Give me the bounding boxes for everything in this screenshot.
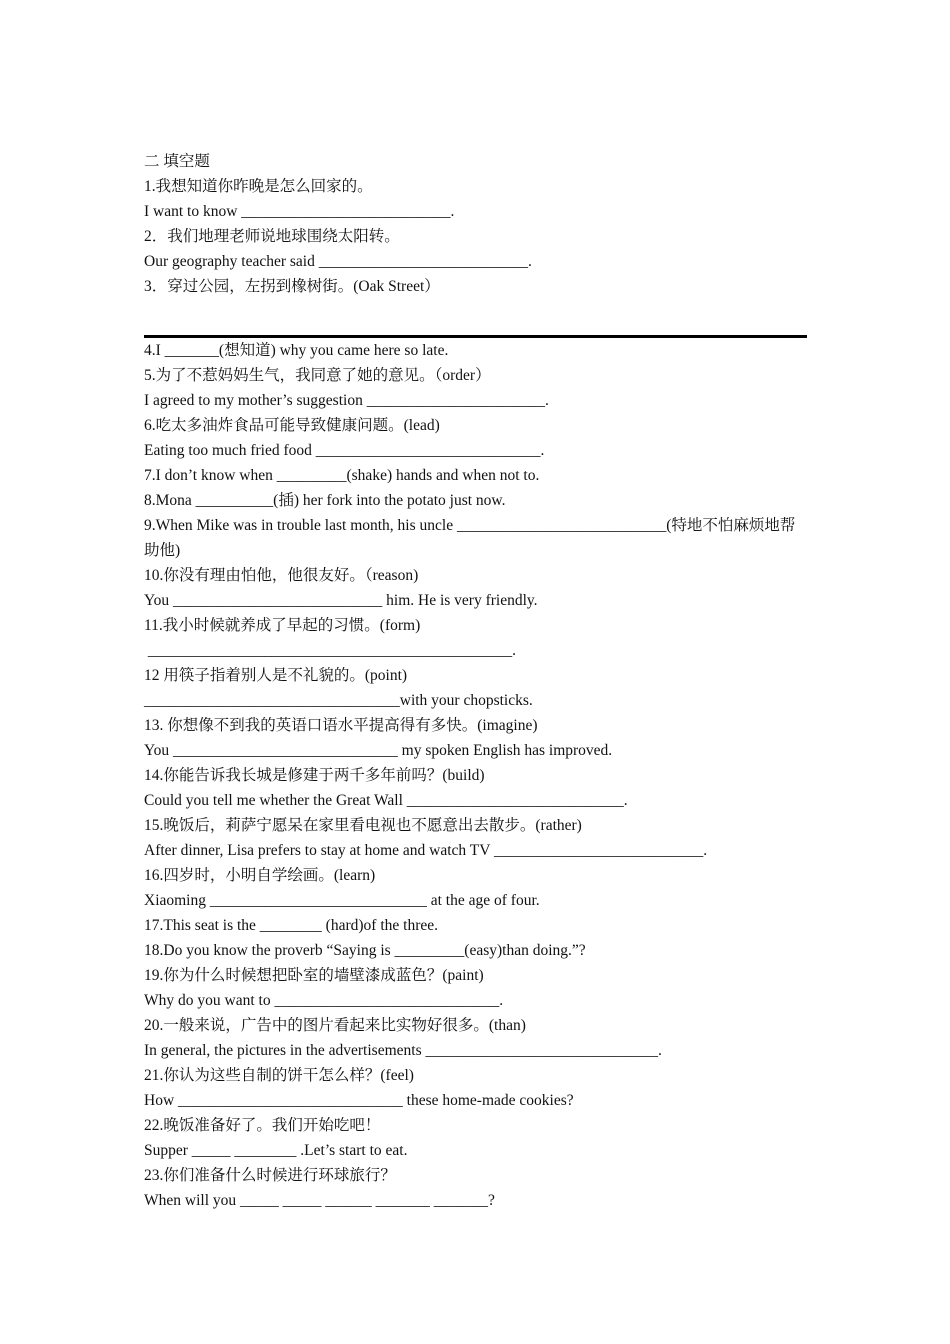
q5-chinese: 5.为了不惹妈妈生气，我同意了她的意见。（order）	[144, 367, 491, 384]
q21-chinese: 21.你认为这些自制的饼干怎么样？(feel)	[144, 1067, 414, 1084]
q13-english: You _____________________________ my spoken English has improved.	[144, 742, 613, 759]
q13-chinese: 13. 你想像不到我的英语口语水平提高得有多快。(imagine)	[144, 717, 538, 734]
q17: 17.This seat is the ________ (hard)of the three.	[144, 917, 438, 934]
q19-chinese: 19.你为什么时候想把卧室的墙壁漆成蓝色？(paint)	[144, 967, 484, 984]
q22-chinese: 22.晚饭准备好了。我们开始吃吧！	[144, 1117, 381, 1134]
q22-english: Supper _____ ________ .Let’s start to eat.	[144, 1142, 408, 1159]
q23-english: When will you _____ _____ ______ _______ _______?	[144, 1192, 495, 1209]
q1-chinese: 1.我想知道你昨晚是怎么回家的。	[144, 178, 373, 195]
q3-answer-area	[144, 299, 807, 338]
q2-chinese: 2．我们地理老师说地球围绕太阳转。	[144, 228, 400, 245]
q15-english: After dinner, Lisa prefers to stay at home and watch TV ___________________________.	[144, 842, 708, 859]
q12-chinese: 12 用筷子指着别人是不礼貌的。(point)	[144, 667, 408, 684]
q3-answer-line	[144, 335, 807, 338]
q18: 18.Do you know the proverb “Saying is _________(easy)than doing.”?	[144, 942, 586, 959]
section-title: 二 填空题	[144, 153, 210, 170]
q8: 8.Mona __________(插) her fork into the potato just now.	[144, 492, 506, 509]
q14-english: Could you tell me whether the Great Wall ____________________________.	[144, 792, 628, 809]
q4: 4.I _______(想知道) why you came here so late.	[144, 342, 449, 359]
q20-english: In general, the pictures in the advertisements ______________________________.	[144, 1042, 662, 1059]
worksheet-body	[144, 149, 807, 1213]
q15-chinese: 15.晚饭后，莉萨宁愿呆在家里看电视也不愿意出去散步。(rather)	[144, 817, 582, 834]
q23-chinese: 23.你们准备什么时候进行环球旅行？	[144, 1167, 396, 1184]
q6-chinese: 6.吃太多油炸食品可能导致健康问题。(lead)	[144, 417, 440, 434]
q20-chinese: 20.一般来说，广告中的图片看起来比实物好很多。(than)	[144, 1017, 526, 1034]
q11-english: _______________________________________________.	[144, 642, 516, 659]
q1-english: I want to know ___________________________.	[144, 203, 455, 220]
q21-english: How _____________________________ these home-made cookies?	[144, 1092, 574, 1109]
q14-chinese: 14.你能告诉我长城是修建于两千多年前吗？(build)	[144, 767, 485, 784]
q16-english: Xiaoming ____________________________ at the age of four.	[144, 892, 540, 909]
q6-english: Eating too much fried food _____________________________.	[144, 442, 545, 459]
q2-english: Our geography teacher said ___________________________.	[144, 253, 532, 270]
q19-english: Why do you want to _____________________________.	[144, 992, 504, 1009]
q7: 7.I don’t know when _________(shake) hands and when not to.	[144, 467, 540, 484]
q12-english: _________________________________with your chopsticks.	[144, 692, 533, 709]
q10-english: You ___________________________ him. He is very friendly.	[144, 592, 538, 609]
q5-english: I agreed to my mother’s suggestion _______________________.	[144, 392, 549, 409]
q11-chinese: 11.我小时候就养成了早起的习惯。(form)	[144, 617, 421, 634]
q3-chinese: 3．穿过公园，左拐到橡树街。(Oak Street）	[144, 278, 440, 295]
q9: 9.When Mike was in trouble last month, his uncle ___________________________(特地不怕麻烦地帮助他)	[144, 517, 796, 559]
q16-chinese: 16.四岁时，小明自学绘画。(learn)	[144, 867, 376, 884]
q10-chinese: 10.你没有理由怕他，他很友好。（reason)	[144, 567, 419, 584]
